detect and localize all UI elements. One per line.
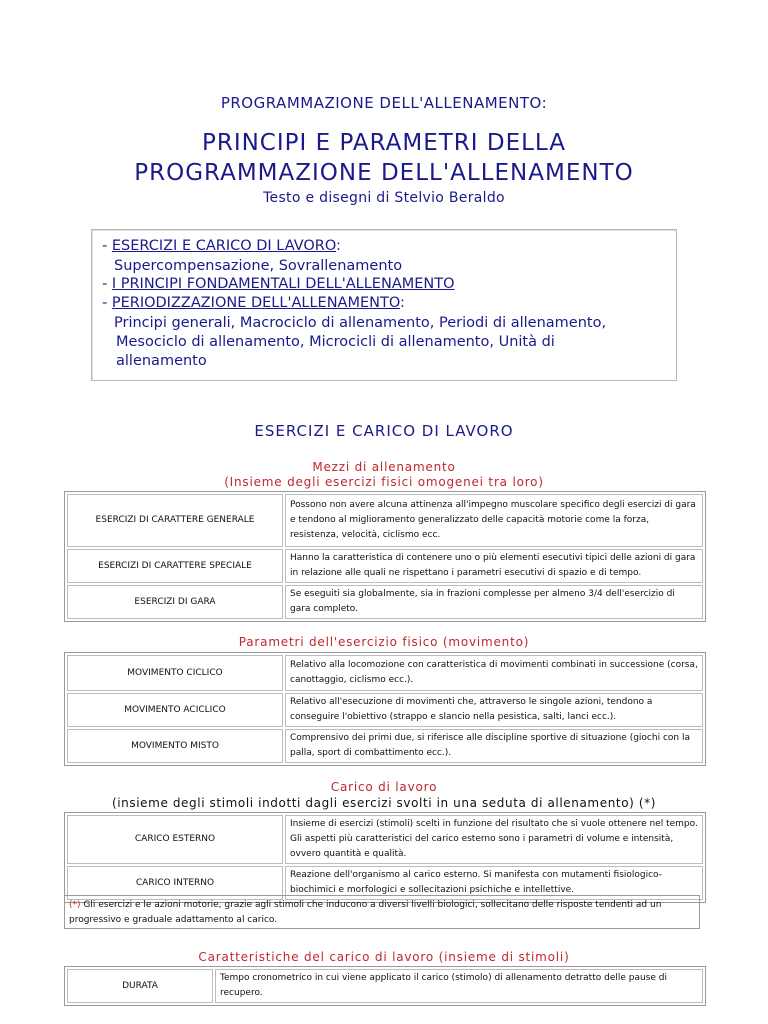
toc-item-esercizi — [102, 238, 341, 254]
row-desc: Tempo cronometrico in cui viene applicato il carico (stimolo) di allenamento detratto delle pause di recupero. — [215, 969, 703, 1003]
author-line: Testo e disegni di Stelvio Beraldo — [263, 190, 505, 206]
toc-link-periodizzazione[interactable]: PERIODIZZAZIONE DELL'ALLENAMENTO — [111, 295, 400, 311]
row-desc: Hanno la caratteristica di contenere uno o più elementi esecutivi tipici delle azioni di gara in relazione alle quali ne rispettano i parametri esecutivi di spazio e di tempo. — [285, 549, 703, 583]
parametri-table — [64, 652, 706, 766]
mezzi-subtitle: (Insieme degli esercizi fisici omogenei tra loro) — [224, 475, 544, 489]
carico-footnote — [64, 895, 700, 929]
toc-dash: - — [102, 276, 112, 292]
row-key: CARICO INTERNO — [67, 866, 283, 900]
row-key: MOVIMENTO CICLICO — [67, 655, 283, 691]
toc-item-periodizzazione — [102, 295, 405, 311]
toc-item-principi — [102, 276, 455, 292]
toc-link-principi[interactable]: I PRINCIPI FONDAMENTALI DELL'ALLENAMENTO — [111, 276, 455, 292]
page-title-line1: PRINCIPI E PARAMETRI DELLA — [201, 130, 567, 156]
mezzi-title: Mezzi di allenamento — [312, 460, 456, 474]
table-row — [67, 494, 703, 547]
row-key: ESERCIZI DI CARATTERE SPECIALE — [67, 549, 283, 583]
table-row — [67, 815, 703, 864]
toc-colon: : — [400, 295, 405, 311]
row-key: ESERCIZI DI GARA — [67, 585, 283, 619]
parametri-title: Parametri dell'esercizio fisico (movimento) — [238, 635, 530, 649]
row-key: DURATA — [67, 969, 213, 1003]
carico-title: Carico di lavoro — [330, 780, 438, 794]
mezzi-table — [64, 491, 706, 622]
carico-table — [64, 812, 706, 903]
row-desc: Relativo all'esecuzione di movimenti che, attraverso le singole azioni, tendono a conseguire l'obiettivo (strappo e slancio nella pesistica, salti, lanci ecc.). — [285, 693, 703, 727]
row-desc: Relativo alla locomozione con caratteristica di movimenti combinati in successione (corsa, canottaggio, ciclismo ecc.). — [285, 655, 703, 691]
page-title-line2: PROGRAMMAZIONE DELL'ALLENAMENTO — [134, 160, 634, 186]
row-key: CARICO ESTERNO — [67, 815, 283, 864]
row-desc: Reazione dell'organismo al carico esterno. Si manifesta con mutamenti fisiologico-biochimici e morfologici e sollecitazioni psichiche e intellettive. — [285, 866, 703, 900]
row-desc: Se eseguiti sia globalmente, sia in frazioni complesse per almeno 3/4 dell'esercizio di gara completo. — [285, 585, 703, 619]
toc-dash: - — [102, 238, 112, 254]
table-row — [67, 729, 703, 763]
row-key: ESERCIZI DI CARATTERE GENERALE — [67, 494, 283, 547]
row-key: MOVIMENTO ACICLICO — [67, 693, 283, 727]
toc-sub-esercizi: Supercompensazione, Sovrallenamento — [114, 258, 403, 274]
toc-sub-periodizzazione-3: allenamento — [116, 353, 207, 369]
row-desc: Insieme di esercizi (stimoli) scelti in funzione del risultato che si vuole ottenere nel tempo. Gli aspetti più caratteristici del carico esterno sono i parametri di volume e intensità, ovvero quantità e qualità. — [285, 815, 703, 864]
row-key: MOVIMENTO MISTO — [67, 729, 283, 763]
table-row — [67, 969, 703, 1003]
toc-colon: : — [336, 238, 341, 254]
footnote-text: Gli esercizi e le azioni motorie, grazie agli stimoli che inducono a diversi livelli biologici, sollecitano delle risposte tendenti ad un progressivo e graduale adattamento al carico. — [69, 900, 662, 925]
section-title: ESERCIZI E CARICO DI LAVORO — [254, 422, 514, 440]
toc-link-esercizi[interactable]: ESERCIZI E CARICO DI LAVORO — [111, 238, 337, 254]
row-desc: Comprensivo dei primi due, si riferisce alle discipline sportive di situazione (giochi con la palla, sport di combattimento ecc.). — [285, 729, 703, 763]
toc-sub-periodizzazione-1: Principi generali, Macrociclo di allenamento, Periodi di allenamento, — [114, 315, 607, 331]
supertitle: PROGRAMMAZIONE DELL'ALLENAMENTO: — [220, 94, 548, 112]
caratteristiche-table — [64, 966, 706, 1006]
table-row — [67, 585, 703, 619]
table-row — [67, 655, 703, 691]
table-row — [67, 549, 703, 583]
carico-subtitle: (insieme degli stimoli indotti dagli esercizi svolti in una seduta di allenamento) (*) — [111, 796, 657, 810]
table-row — [67, 693, 703, 727]
footnote-marker: (*) — [69, 900, 81, 910]
row-desc: Possono non avere alcuna attinenza all'impegno muscolare specifico degli esercizi di gara e tendono al miglioramento generalizzato delle capacità motorie come la forza, resistenza, velocità, ciclismo ecc. — [285, 494, 703, 547]
toc-dash: - — [102, 295, 112, 311]
table-of-contents — [91, 229, 677, 381]
caratteristiche-title: Caratteristiche del carico di lavoro (insieme di stimoli) — [198, 950, 570, 964]
toc-sub-periodizzazione-2: Mesociclo di allenamento, Microcicli di allenamento, Unità di — [116, 334, 555, 350]
